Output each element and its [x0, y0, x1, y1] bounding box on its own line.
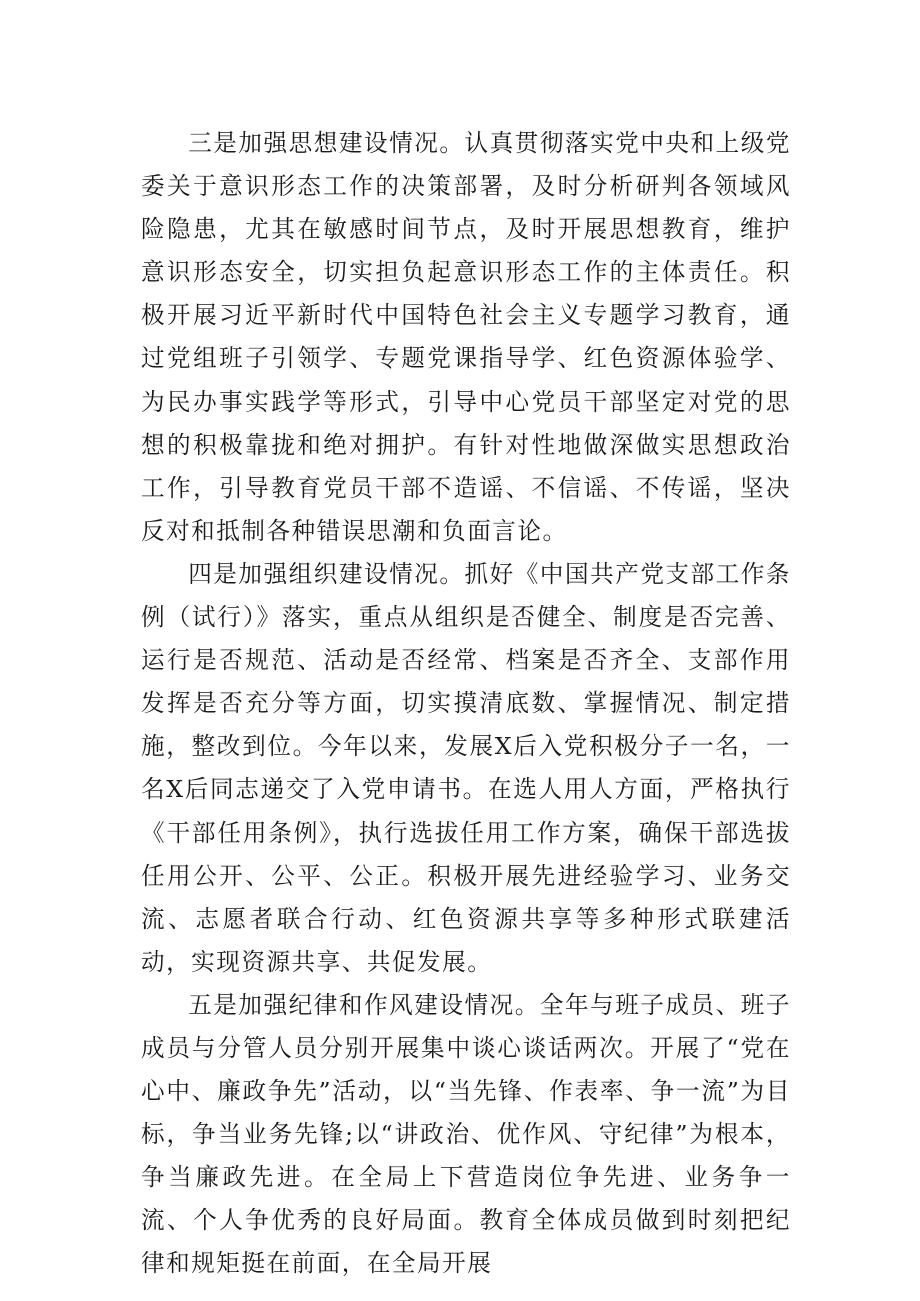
document-body: [141, 122, 791, 1286]
paragraph-organization-building: 四是加强组织建设情况。抓好《中国共产党支部工作条例（试行）》落实，重点从组织是否健全、制度是否完善、运行是否规范、活动是否经常、档案是否齐全、支部作用发挥是否充分等方面，切实摸清底数、掌握情况、制定措施，整改到位。今年以来，发展X后入党积极分子一名，一名X后同志递交了入党申请书。在选人用人方面，严格执行《干部任用条例》，执行选拔任用工作方案，确保干部选拔任用公开、公平、公正。积极开展先进经验学习、业务交流、志愿者联合行动、红色资源共享等多种形式联建活动，实现资源共享、共促发展。: [141, 559, 791, 976]
paragraph-ideology-building: 三是加强思想建设情况。认真贯彻落实党中央和上级党委关于意识形态工作的决策部署，及时分析研判各领域风险隐患，尤其在敏感时间节点，及时开展思想教育，维护意识形态安全，切实担负起意识形态工作的主体责任。积极开展习近平新时代中国特色社会主义专题学习教育，通过党组班子引领学、专题党课指导学、红色资源体验学、为民办事实践学等形式，引导中心党员干部坚定对党的思想的积极靠拢和绝对拥护。有针对性地做深做实思想政治工作，引导教育党员干部不造谣、不信谣、不传谣，坚决反对和抵制各种错误思潮和负面言论。: [141, 129, 791, 545]
paragraph-discipline-building: 五是加强纪律和作风建设情况。全年与班子成员、班子成员与分管人员分别开展集中谈心谈话两次。开展了“党在心中、廉政争先”活动，以“当先锋、作表率、争一流”为目标，争当业务先锋;以“讲政治、优作风、守纪律”为根本，争当廉政先进。在全局上下营造岗位争先进、业务争一流、个人争优秀的良好局面。教育全体成员做到时刻把纪律和规矩挺在前面，在全局开展: [141, 990, 791, 1278]
